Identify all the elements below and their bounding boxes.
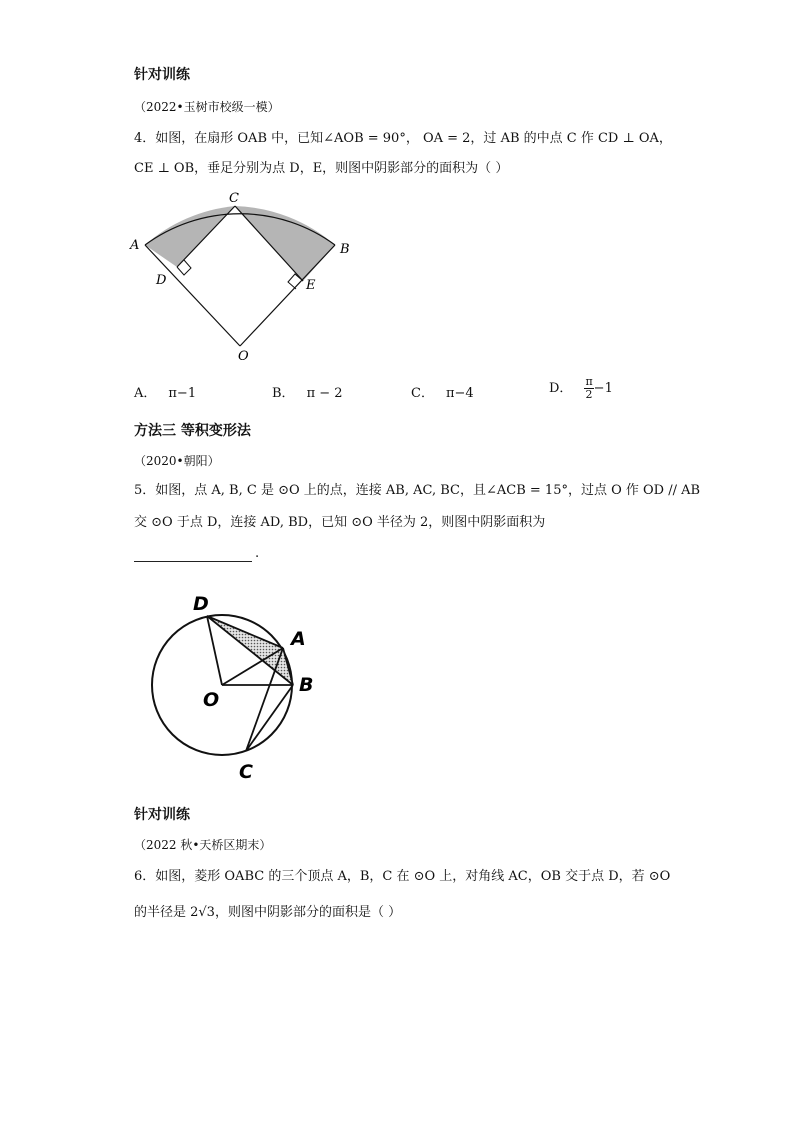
q4-option-d-denominator: 2	[585, 388, 593, 401]
source-note-q5: （2020•朝阳）	[134, 454, 220, 468]
q4-label-b: B	[340, 242, 350, 257]
q4-option-d[interactable]	[549, 376, 613, 401]
section-heading-training-1: 针对训练	[134, 67, 190, 83]
q5-label-o: O	[203, 689, 220, 711]
q4-option-c-text: π−4	[445, 386, 474, 401]
source-note-q6: （2022 秋•天桥区期末）	[134, 838, 272, 852]
q4-option-d-label: D．	[549, 381, 573, 396]
q5-answer-blank[interactable]	[134, 560, 252, 562]
q4-option-b[interactable]	[272, 382, 343, 401]
q4-option-c-label: C．	[411, 386, 434, 401]
q4-option-a[interactable]	[134, 382, 196, 401]
q4-radius-oa	[145, 245, 240, 346]
q4-label-d: D	[156, 273, 167, 288]
q4-option-d-numerator: π	[585, 375, 593, 388]
q4-option-b-label: B．	[272, 386, 295, 401]
q4-label-e: E	[306, 278, 316, 293]
q6-text-line1: 6．如图，菱形 OABC 的三个顶点 A，B，C 在 ⊙O 上，对角线 AC，OB 交于点 D，若 ⊙O	[134, 869, 671, 884]
q4-option-a-text: π−1	[168, 386, 197, 401]
q5-text-line2: 交 ⊙O 于点 D，连接 AD, BD，已知 ⊙O 半径为 2，则图中阴影面积为	[134, 515, 546, 530]
q4-option-d-fraction	[584, 376, 593, 401]
q4-option-b-text: π − 2	[306, 386, 343, 401]
q4-text-line1: 4．如图，在扇形 OAB 中，已知∠AOB = 90°， OA = 2，过 AB 的中点 C 作 CD ⊥ OA，	[134, 131, 672, 146]
q6-text-line2: 的半径是 2√3，则图中阴影部分的面积是（ ）	[134, 905, 402, 920]
q5-label-c: C	[239, 761, 253, 783]
q5-label-d: D	[193, 593, 209, 615]
q4-label-a: A	[130, 238, 140, 253]
q4-shade-right	[235, 206, 335, 281]
q4-option-d-rest: −1	[593, 381, 613, 396]
q4-option-a-label: A．	[134, 386, 157, 401]
q4-option-c[interactable]	[411, 382, 474, 401]
q5-blank-period: .	[255, 546, 260, 561]
q5-text-line1: 5．如图，点 A, B, C 是 ⊙O 上的点，连接 AB, AC, BC，且∠ACB = 15°，过点 O 作 OD // AB	[134, 483, 701, 498]
q4-label-o: O	[238, 349, 249, 364]
section-heading-training-2: 针对训练	[134, 807, 190, 823]
q4-sector-figure	[120, 188, 370, 368]
q4-label-c: C	[229, 191, 239, 206]
section-heading-method3: 方法三 等积变形法	[134, 423, 251, 439]
source-note-q4: （2022•玉树市校级一模）	[134, 100, 280, 114]
q5-label-a: A	[291, 628, 306, 650]
q5-label-b: B	[299, 674, 314, 696]
q5-segment-bc	[246, 685, 293, 751]
q4-text-line2: CE ⊥ OB，垂足分别为点 D，E，则图中阴影部分的面积为（ ）	[134, 161, 509, 176]
q5-circle-figure	[145, 585, 335, 785]
